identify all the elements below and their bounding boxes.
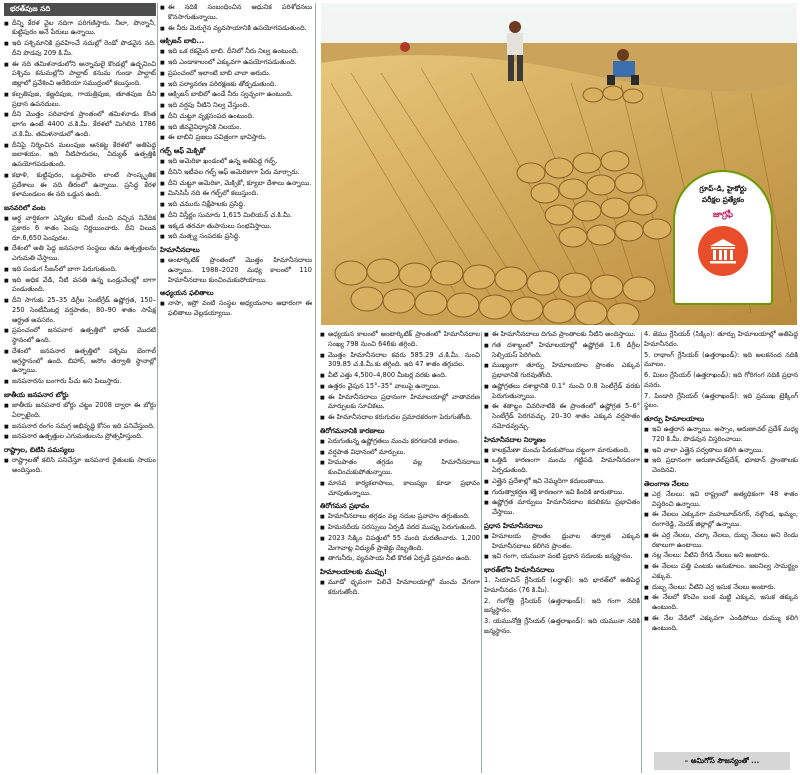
- subheading: తెలంగాణ నేలలు: [644, 479, 689, 488]
- subheading: తూర్పు హిమాలయాలు: [644, 415, 705, 423]
- bullet-item: ■ జనపనార రంగం సమగ్ర అభివృద్ధి కోసం ఇది పనిచేస్తుంది.: [4, 422, 156, 432]
- bullet-item: ■ ప్రపంచంలో జనపనార ఉత్పత్తిలో భారత్ మొదటి స్థానంలో ఉంది.: [4, 326, 156, 346]
- bullet-item: ■ దీనిపై నిర్మించిన మలంపుజ ఆనకట్ట కేరళలో అతిపెద్ద జలాశయం. ఇది నీటిపారుదల, విద్యుత్ ఉత్పత్తికి ఉపయోగపడుతుంది.: [4, 141, 156, 170]
- bullet-item: ■ దీని సాగుకు 25–35 డిగ్రీల సెంటీగ్రేడ్ ఉష్ణోగ్రత, 150–250 సెంటీమీటర్ల వర్షపాతం, 80–90 శాతం సాపేక్ష ఆర్ద్రత అవసరం.: [4, 296, 156, 325]
- bullet-item: ■ దుబ్బ నేలలు: వీటిని ఎర్ర ఇసుక నేలలు అంటారు.: [644, 583, 798, 593]
- bullet-item: ■ ఉష్ణోగ్రత మార్పులు హిమానీనదాల కదలికను ప్రభావితం చేస్తాయి.: [484, 498, 640, 518]
- bullet-item: ■ హిమాలయ ప్రాంతం ధ్రువాల తర్వాత ఎక్కువ హిమానీనదాలు కలిగిన ప్రాంతం.: [484, 532, 640, 552]
- bullet-item: ■ ఈ నేల వేడిలో ఎక్కువగా ఎండిపోయి దుమ్ము కలిగి ఉంటుంది.: [644, 614, 798, 634]
- bullet-item: ■ మిసిసిపీ నది ఈ గల్ఫ్‌లో కలుస్తుంది.: [160, 189, 312, 199]
- bullet-item: ■ అర్ధ వార్షికంగా ఎన్నికల కమిటీ నుంచి వచ్చిన నివేదిక ప్రకారం 6 శాతం పెంపు నిర్ణయించారు. దీని విలువ రూ.6,650 పెంపుదల.: [4, 214, 156, 243]
- bullet-item: ■ ఈ హిమానీనదాలు దిగువ ప్రాంతాలకు నీటిని అందిస్తాయి.: [484, 330, 640, 340]
- bullet-item: ■ తాగునీరు, వ్యవసాయ నీటి కొరత ఏర్పడే ప్రమాదం ఉంది.: [320, 554, 480, 564]
- bullet-item: ■ దేశంలో అతి పెద్ద జనపనార సంస్థలు తమ ఉత్పత్తులను ఎగుమతి చేస్తాయి.: [4, 244, 156, 264]
- subheading: జనవరిలో వంట: [4, 204, 46, 213]
- bullet-item: ■ వర్షపాత విధానంలో మార్పులు.: [320, 448, 480, 458]
- bullet-item: ■ ఈ నదికి సంబంధించిన ఆధునిక పరిశోధనలు కొనసాగుతున్నాయి.: [160, 3, 312, 23]
- bullet-list: [484, 446, 640, 518]
- badge-line-2: పరీక్షల ప్రత్యేకం: [701, 194, 745, 204]
- subheading: భారత్‌లోని హిమానీనదాలు: [484, 566, 555, 575]
- bullet-item: ■ దేశంలో జనపనార ఉత్పత్తిలో పశ్చిమ బెంగాల్ అగ్రస్థానంలో ఉంది. బిహార్, అసోం తర్వాతి స్థానాల్లో ఉన్నాయి.: [4, 347, 156, 376]
- numbered-item: 5. రాథాంగ్ గ్లేసియర్ (ఉత్తరాఖండ్): ఇది అలకనంద నదికి మూలం.: [644, 350, 798, 369]
- bullet-item: ■ ఇవి గంగా, యమునా వంటి ప్రధాన నదులకు జన్మస్థానం.: [484, 552, 640, 562]
- bullet-item: ■ జనపనారను బంగారు పీచు అని పిలుస్తారు.: [4, 377, 156, 387]
- bullet-item: ■ దీని విస్తీర్ణం సుమారు 1,615 మిలియన్ చ.కి.మీ.: [160, 211, 312, 221]
- bullet-item: ■ ఇది జీవవైవిధ్యానికి నిలయం.: [160, 123, 312, 133]
- bullet-item: ■ ఈ నేలలు పత్తి పంటకు అనుకూలం. జలనిల్వ సామర్థ్యం ఎక్కువ.: [644, 562, 798, 582]
- bullet-list: [160, 256, 312, 285]
- subheading: గల్ఫ్ ఆఫ్ మెక్సికో: [160, 147, 206, 156]
- subheading: అధ్యయన ఫలితాలు: [160, 289, 214, 298]
- bullet-item: ■ ఇవి చాలా ఎత్తైన పర్వతాలు కలిగి ఉన్నాయి.: [644, 446, 798, 456]
- bullet-item: ■ మానవ కార్యకలాపాలు, కాలుష్యం కూడా ప్రభావం చూపుతున్నాయి.: [320, 479, 480, 499]
- bullet-item: ■ ఇవి ఉత్తరాన ఉన్నాయి. అస్సాం, అరుణాచల్ ప్రదేశ్ మధ్య 720 కి.మీ. పొడవున విస్తరించాయి.: [644, 425, 798, 445]
- bullet-item: ■ హిమపాతం తగ్గడం వల్ల హిమానీనదాలు కుంచించుకుపోతున్నాయి.: [320, 458, 480, 478]
- bullet-item: ■ ఈ నీరు మెరుగైన వ్యవసాయానికి ఉపయోగపడుతుంది.: [160, 24, 312, 34]
- bullet-item: ■ ఆక్సిజన్ బాబిలో ఉండే నీరు స్వచ్ఛంగా ఉంటుంది.: [160, 90, 312, 100]
- numbered-list: [484, 576, 640, 637]
- bullet-list: [320, 330, 480, 423]
- bullet-item: ■ ఈ నేలలో కొంచెం బంక మట్టి ఎక్కువ, ఇసుక తక్కువ ఉంటుంది.: [644, 593, 798, 613]
- bullet-item: ■ ఇది వర్షపు నీటిని నిల్వ చేస్తుంది.: [160, 101, 312, 111]
- bullet-list: [644, 425, 798, 476]
- subheading: హిమానీనదాలు: [160, 246, 200, 255]
- bullet-item: ■ 2023 సిక్కిం విపత్తులో 55 మంది మరణించారు. 1,200 మెగావాట్ల విద్యుత్ ప్రాజెక్టు దెబ్బతింది.: [320, 534, 480, 554]
- bullet-item: ■ ఉష్ణోగ్రతలు దశాబ్దానికి 0.1° నుంచి 0.8 సెంటీగ్రేడ్ వరకు పెరుగుతున్నాయి.: [484, 382, 640, 402]
- bullet-list: [484, 532, 640, 562]
- subheading: హిమానీనదాల నిర్మాణం: [484, 435, 546, 444]
- bullet-list: [320, 578, 480, 598]
- bullet-item: ■ ఈ నది తమిళనాడులోని అన్నామలై కొండల్లో ఉద్భవించి పశ్చిమ కనుమల్లోని పాల్ఘాట్ కనుమ గుండా పాల్ఘాట్ జిల్లాలో ప్రవేశించి అరేబియా సముద్రంలో కలుస్తుంది.: [4, 60, 156, 89]
- bullet-list: [160, 299, 312, 319]
- bullet-list: [4, 401, 156, 442]
- bullet-item: ■ ఈ శతాబ్దం చివరినాటికి ఈ ప్రాంతంలో ఉష్ణోగ్రత 5–6° సెంటీగ్రేడ్ పెరగవచ్చు. 20–30 శాతం ఎక్కువ వర్షపాతం నమోదవ్వచ్చు.: [484, 402, 640, 431]
- bullet-item: ■ నాసా, ఇస్రో వంటి సంస్థల అధ్యయనాల ఆధారంగా ఈ ఫలితాలు వెల్లడయ్యాయి.: [160, 299, 312, 319]
- subheading: జాతీయ జనపనార బోర్డు: [4, 390, 69, 399]
- column-divider: [481, 332, 482, 773]
- bullet-list: [484, 330, 640, 432]
- bullet-item: ■ దీని మొత్తం పరివాహక ప్రాంతంలో తమిళనాడు కొంత భాగం ఉంటే 4400 చ.కి.మీ. కేరళలో మిగిలిన 1786 చ.కి.మీ. తమిళనాడులో ఉంది.: [4, 110, 156, 139]
- bullet-item: ■ ఇది అధిక వేడి, నీటి వసతి ఉన్న ఒండ్రునేలల్లో బాగా పండుతుంది.: [4, 276, 156, 296]
- numbered-list: [644, 330, 798, 411]
- bullet-item: ■ హిమనదీయ సరస్సులు ఏర్పడి వరద ముప్పు పెరుగుతుంది.: [320, 523, 480, 533]
- bullet-item: ■ ముఖ్యంగా తూర్పు హిమాలయాల ప్రాంతం ఎక్కువ ప్రభావానికి గురవుతోంది.: [484, 361, 640, 381]
- section-title-bharathpuzha: భరత్‌పుజ నది: [4, 3, 156, 16]
- column-2: [160, 3, 312, 773]
- bullet-item: ■ రాష్ట్రాలతో కలిసి పనిచేస్తూ జనపనార రైతులకు సాయం అందిస్తుంది.: [4, 456, 156, 476]
- bullet-list: [320, 512, 480, 564]
- column-4: [484, 330, 640, 773]
- column-1: [4, 3, 156, 773]
- bullet-item: ■ అంటార్కిటిక్ ప్రాంతంలో మొత్తం హిమానీనదాలు ఉన్నాయి. 1988–2020 మధ్య కాలంలో 110 హిమానీనదాలు కుంచించుకుపోయాయి.: [160, 256, 312, 285]
- bullet-item: ■ ఈ ఎర్ర నేలలు, చల్కా నేలలు, దుబ్బ నేలలు అని రెండు రకాలుగా ఉంటాయి.: [644, 531, 798, 551]
- bullet-item: ■ దీన్ని కేరళ వైల నదిగా పరిగణిస్తారు. నీలా, పొన్నానీ, కుట్టిపురం అనే పేరులు ఉన్నాయి.: [4, 19, 156, 39]
- numbered-item: 1. సియాచిన్ గ్లేసియర్ (లద్దాఖ్): ఇది భారత్‌లో అతిపెద్ద హిమానీనదం (76 కి.మీ).: [484, 576, 640, 594]
- bullet-item: ■ కాలక్రమేణా మంచు పేరుకుపోయి దట్టంగా మారుతుంది.: [484, 446, 640, 456]
- bullet-item: ■ ఈ బాబిని ప్రజలు పవిత్రంగా భావిస్తారు.: [160, 133, 312, 143]
- bullet-item: ■ ప్రపంచంలో ఇలాంటి బాబి చాలా అరుదు.: [160, 69, 312, 79]
- bullet-item: ■ ఇది పశ్చిమానికి ప్రవహించే నదుల్లో రెండో పొడవైన నది. దీని పొడవు 209 కి.మీ.: [4, 39, 156, 59]
- bullet-list: [160, 3, 312, 33]
- badge-line-1: గ్రూప్-డి, హైకోర్టు: [699, 184, 747, 193]
- bullet-item: ■ ఒత్తిడి కారణంగా మంచు గట్టిపడి హిమానీనదంగా ఏర్పడుతుంది.: [484, 456, 640, 476]
- bullet-item: ■ దీనిని ఇటీవల గల్ఫ్ ఆఫ్ అమెరికాగా పేరు మార్చారు.: [160, 168, 312, 178]
- bullet-item: ■ పెరుగుతున్న ఉష్ణోగ్రతలు మంచు కరగడానికి కారణం.: [320, 437, 480, 447]
- numbered-item: 3. యమునోత్రి గ్లేసియర్ (ఉత్తరాఖండ్): ఇది యమునా నదికి జన్మస్థానం.: [484, 617, 640, 635]
- numbered-item: 2. గంగోత్రి గ్లేసియర్ (ఉత్తరాఖండ్): ఇది గంగా నదికి జన్మస్థానం.: [484, 596, 640, 615]
- column-divider: [641, 332, 642, 773]
- bullet-list: [644, 490, 798, 634]
- subheading: రాష్ట్రాల, బిటిసి సమస్యలు: [4, 446, 75, 454]
- credit-line: – అమిగోస్ సౌజన్యంతో ...: [654, 752, 790, 770]
- bullet-item: ■ ఇది అమెరికా ఖండంలో ఉన్న అతిపెద్ద గల్ఫ్.: [160, 157, 312, 167]
- bullet-item: ■ ఇది ఎండాకాలంలో ఎక్కువగా ఉపయోగపడుతుంది.: [160, 58, 312, 68]
- bullet-item: ■ జనపనార ఉత్పత్తుల ఎగుమతులను ప్రోత్సహిస్తుంది.: [4, 432, 156, 442]
- bullet-item: ■ ఉత్తరం వైపున 15°–35° వాలుపై ఉన్నాయి.: [320, 382, 480, 392]
- bullet-list: [4, 214, 156, 387]
- bullet-item: ■ ఇది చమురు నిక్షేపాలకు ప్రసిద్ధి.: [160, 200, 312, 210]
- bullet-item: ■ ఇది ఒక రకమైన బాబి. దీనిలో నీరు నిల్వ ఉంటుంది.: [160, 47, 312, 57]
- bullet-item: ■ ఎర్ర నేలలు: ఇవి రాష్ట్రంలో అత్యధికంగా 48 శాతం విస్తరించి ఉన్నాయి.: [644, 490, 798, 510]
- subheading: తిరోగమన ప్రభావం: [320, 502, 370, 511]
- bullet-item: ■ ఈ హిమానీనదాల కరుగుదల ప్రమాదకరంగా పెరుగుతోంది.: [320, 413, 480, 423]
- subheading: హిమాలయాలకు ముప్పు!: [320, 568, 387, 577]
- badge-subject: జాగ్రఫీ: [713, 209, 733, 220]
- bullet-item: ■ కల్పతిపుజ, కణ్ణదిపుజ, గాయత్రిపుజ, తూతపుజ దీని ప్రధాన ఉపనదులు.: [4, 90, 156, 110]
- bullet-item: ■ మొత్తం హిమానీనదాల కవరు 585.29 చ.కి.మీ. నుంచి 309.85 చ.కి.మీ.కు తగ్గింది. ఇది 47 శాతం తగ్గుదల.: [320, 351, 480, 371]
- bullet-item: ■ ఇది పండుగ సీజన్‌లో బాగా పెరుగుతుంది.: [4, 265, 156, 275]
- numbered-item: 6. మిలం గ్లేసియర్ (ఉత్తరాఖండ్): ఇది గోరిగంగ నదికి ప్రధాన వనరు.: [644, 371, 798, 389]
- subheading: ప్రధాన హిమానీనదాలు: [484, 521, 543, 530]
- numbered-item: 7. పిండారి గ్లేసియర్ (ఉత్తరాఖండ్): ఇది ప్రముఖ ట్రెక్కింగ్ స్థలం.: [644, 391, 798, 410]
- bullet-item: ■ దీని చుట్టూ అమెరికా, మెక్సికో, క్యూబా దేశాలు ఉన్నాయి.: [160, 179, 312, 189]
- bullet-item: ■ అధ్యయన కాలంలో అంటార్కిటిక్ ప్రాంతంలో హిమానీనదాల సంఖ్య 798 నుంచి 646కు తగ్గింది.: [320, 330, 480, 350]
- bullet-item: ■ ఈ నేలలు ఎక్కువగా మహబూబ్‌నగర్, నల్గొండ, ఖమ్మం, రంగారెడ్డి, మెదక్ జిల్లాల్లో ఉన్నాయి.: [644, 510, 798, 530]
- bullet-item: ■ దీని చుట్టూ వృక్షసంపద ఉంటుంది.: [160, 112, 312, 122]
- bullet-list: [160, 47, 312, 143]
- bullet-item: ■ గురుత్వాకర్షణ శక్తి కారణంగా ఇవి కిందికి జారుతాయి.: [484, 488, 640, 498]
- bullet-item: ■ ఇది ప్రధానంగా అరుణాచల్‌ప్రదేశ్, భూటాన్ ప్రాంతాలకు చెందినవి.: [644, 456, 798, 476]
- bullet-list: [320, 437, 480, 499]
- parliament-building-icon: [698, 226, 748, 276]
- column-3: [320, 330, 480, 773]
- exam-special-badge: [673, 170, 773, 305]
- bullet-list: [4, 19, 156, 201]
- bullet-list: [4, 456, 156, 476]
- bullet-item: ■ ఇది మత్స్య సంపదకు ప్రసిద్ధి.: [160, 232, 312, 242]
- bullet-item: ■ కథాళి, కుట్టిపురం, ఒట్టపాలెం లాంటి సాంస్కృతిక ప్రదేశాలు ఈ నది తీరంలో ఉన్నాయి. ప్రసిద్ధ కేరళ కళామండలం ఈ నది ఒడ్డున ఉంది.: [4, 171, 156, 200]
- bullet-item: ■ వీటి ఎత్తు 4,500–4,800 మీటర్ల వరకు ఉంది.: [320, 371, 480, 381]
- bullet-item: ■ ఇది పర్యావరణ పరిరక్షణకు తోడ్పడుతుంది.: [160, 80, 312, 90]
- subheading: తిరోగమనానికి కారణాలు: [320, 426, 385, 435]
- bullet-item: ■ నల్ల నేలలు: వీటిని రేగడి నేలలు అని అంటారు.: [644, 551, 798, 561]
- subheading: ఆక్సిజన్ బాబి...: [160, 37, 205, 46]
- numbered-item: 4. జెము గ్లేసియర్ (సిక్కిం): తూర్పు హిమాలయాల్లో అతిపెద్ద హిమానీనదం.: [644, 330, 798, 348]
- bullet-item: ■ ఇక్కడ తరచూ తుపానులు సంభవిస్తాయి.: [160, 222, 312, 232]
- bullet-item: ■ జాతీయ జనపనార బోర్డు చట్టం 2008 ద్వారా ఈ బోర్డు ఏర్పాటైంది.: [4, 401, 156, 421]
- column-divider: [315, 3, 316, 773]
- bullet-item: ■ హిమానీనదాలు తగ్గడం వల్ల నదుల ప్రవాహం తగ్గుతుంది.: [320, 512, 480, 522]
- bullet-item: ■ మూడో ధృవంగా పిలిచే హిమాలయాల్లో మంచు వేగంగా కరుగుతోంది.: [320, 578, 480, 598]
- bullet-item: ■ గత దశాబ్దంలో హిమాలయాల్లో ఉష్ణోగ్రత 1.6 డిగ్రీల సెల్సియస్ పెరిగింది.: [484, 341, 640, 361]
- bullet-list: [160, 157, 312, 242]
- bullet-item: ■ ఈ హిమానీనదాలు ప్రధానంగా హిమాలయాల్లో వాతావరణ మార్పులకు సూచికలు.: [320, 393, 480, 413]
- column-divider: [157, 3, 158, 773]
- bullet-item: ■ ఎత్తైన ప్రదేశాల్లో ఇవి నెమ్మదిగా కదులుతాయి.: [484, 477, 640, 487]
- column-5: [644, 330, 798, 773]
